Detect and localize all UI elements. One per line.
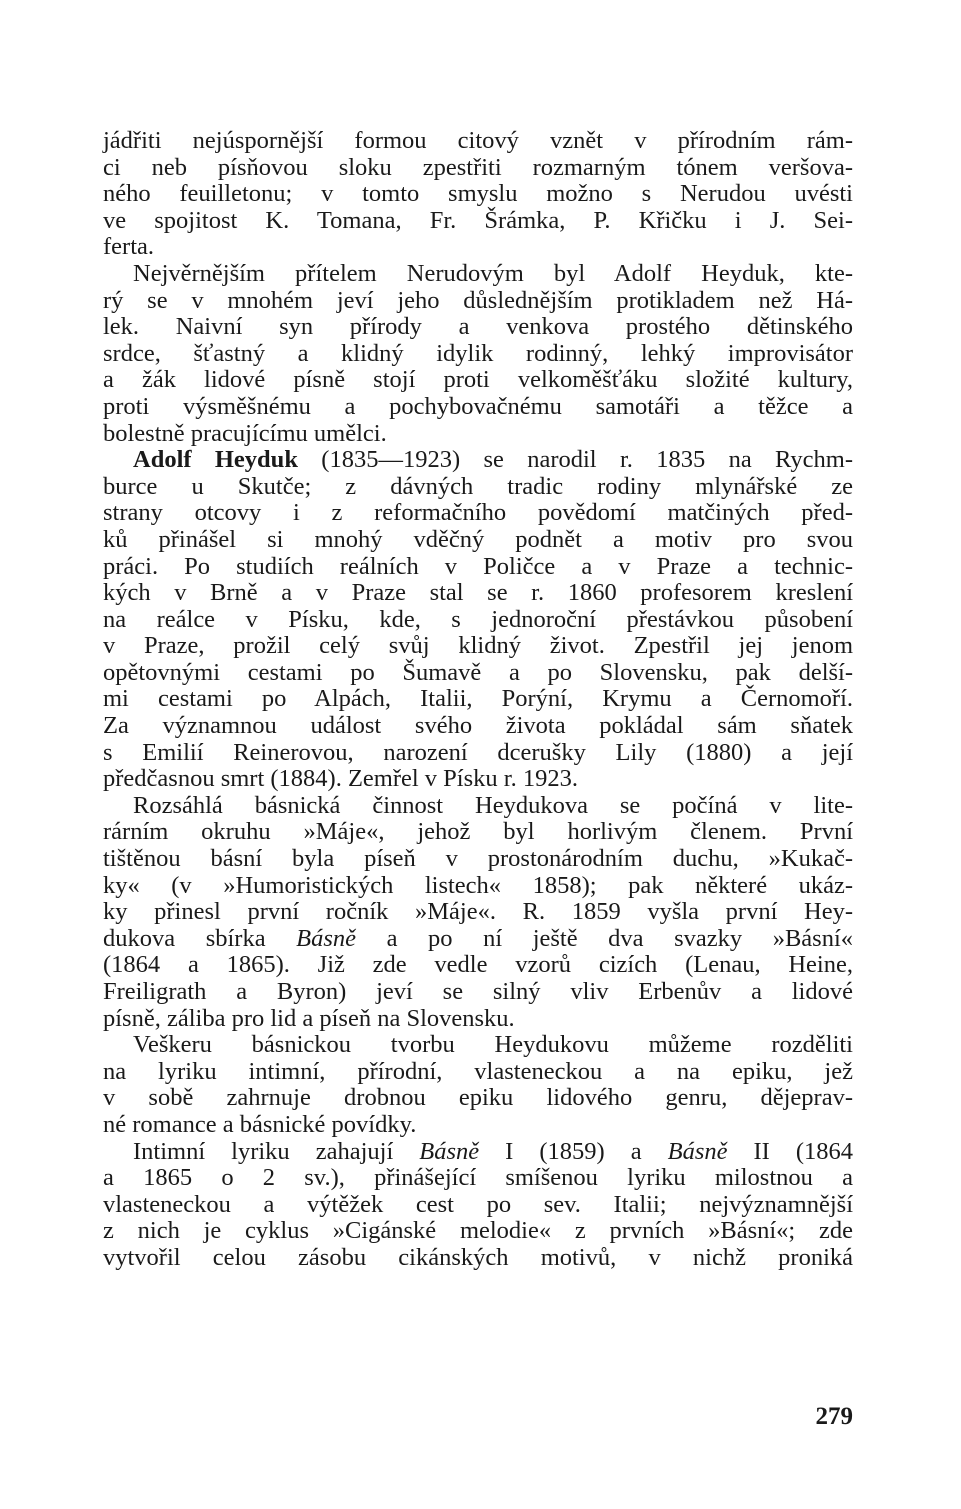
text-line bbox=[103, 155, 853, 182]
line-text: ky přinesl první ročník »Máje«. R. 1859 vyšla první Hey- bbox=[103, 898, 853, 926]
line-text: Freiligrath a Byron) jeví se silný vliv Erbenův a lidové bbox=[103, 978, 853, 1005]
text-line bbox=[103, 181, 853, 208]
line-text: rý se v mnohém jeví jeho důslednějším protikladem než Há- bbox=[103, 286, 853, 314]
text-line bbox=[103, 740, 853, 767]
line-text: ve spojitost K. Tomana, Fr. Šrámka, P. Křičku i J. Sei- bbox=[103, 206, 853, 234]
text-line bbox=[103, 873, 853, 900]
text-line bbox=[103, 447, 853, 474]
line-text: z nich je cyklus »Cigánské melodie« z prvních »Básní«; zde bbox=[103, 1217, 853, 1245]
text-line bbox=[103, 1245, 853, 1272]
line-text: (1864 a 1865). Již zde vedle vzorů cizích (Lenau, Heine, bbox=[103, 951, 853, 979]
text-line bbox=[103, 1032, 853, 1059]
line-text: vlasteneckou a výtěžek cest po sev. Italii; nejvýznamnější bbox=[103, 1190, 853, 1218]
page-number: 279 bbox=[815, 1403, 853, 1430]
line-text: bolestně pracujícímu umělci. bbox=[103, 419, 387, 447]
text-line bbox=[103, 1165, 853, 1192]
italic-title: Básně bbox=[296, 924, 357, 952]
line-text: a žák lidové písně stojí proti velkoměšťáku složité kultury, bbox=[103, 366, 853, 394]
text-line bbox=[103, 660, 853, 687]
text-line bbox=[103, 421, 853, 448]
line-text: (1835—1923) se narodil r. 1835 na Rychm- bbox=[297, 446, 854, 474]
line-text: lek. Naivní syn přírody a venkova prostého dětinského bbox=[103, 313, 853, 341]
text-line bbox=[103, 793, 853, 820]
text-line bbox=[103, 713, 853, 740]
text-line bbox=[103, 261, 853, 288]
text-line bbox=[103, 1218, 853, 1245]
text-line bbox=[103, 580, 853, 607]
line-text: né romance a básnické povídky. bbox=[103, 1110, 417, 1138]
line-text: opětovnými cestami po Šumavě a po Slovensku, pak delší- bbox=[103, 658, 853, 686]
text-line bbox=[103, 1006, 853, 1033]
text-line bbox=[103, 607, 853, 634]
line-text: I (1859) a bbox=[479, 1137, 668, 1165]
line-text: dukova sbírka bbox=[103, 924, 297, 952]
text-line bbox=[103, 128, 853, 155]
line-text: a po ní ještě dva svazky »Básní« bbox=[356, 924, 854, 952]
text-line bbox=[103, 341, 853, 368]
text-line bbox=[103, 394, 853, 421]
text-line bbox=[103, 1139, 853, 1166]
line-text: práci. Po studiích reálních v Poličce a v Praze a technic- bbox=[103, 552, 853, 580]
line-text: srdce, šťastný a klidný idylik rodinný, lehký improvisátor bbox=[103, 339, 853, 367]
text-line bbox=[103, 314, 853, 341]
line-text: burce u Skutče; z dávných tradic rodiny mlynářské ze bbox=[103, 472, 853, 500]
text-line bbox=[103, 979, 853, 1006]
text-line bbox=[103, 952, 853, 979]
text-line bbox=[103, 527, 853, 554]
text-line bbox=[103, 1059, 853, 1086]
line-text: strany otcovy i z reformačního povědomí matčiných před- bbox=[103, 499, 853, 527]
text-line bbox=[103, 899, 853, 926]
line-text: ků přinášel si mnohý vděčný podnět a motiv pro svou bbox=[103, 525, 853, 553]
text-line bbox=[103, 926, 853, 953]
text-line bbox=[103, 367, 853, 394]
text-line bbox=[103, 208, 853, 235]
line-text: Intimní lyriku zahajují bbox=[133, 1137, 420, 1165]
italic-title: Básně bbox=[667, 1137, 728, 1165]
line-text: ci neb písňovou sloku zpestřiti rozmarným tónem veršova- bbox=[103, 153, 853, 181]
line-text: Nejvěrnějším přítelem Nerudovým byl Adolf Heyduk, kte- bbox=[133, 259, 853, 287]
text-line bbox=[103, 819, 853, 846]
line-text: mi cestami po Alpách, Italii, Porýní, Krymu a Černomoří. bbox=[103, 685, 853, 713]
text-line bbox=[103, 288, 853, 315]
italic-title: Básně bbox=[419, 1137, 480, 1165]
text-line bbox=[103, 846, 853, 873]
line-text: jádřiti nejúspornější formou citový vznět v přírodním rám- bbox=[103, 127, 853, 154]
line-text: ferta. bbox=[103, 233, 154, 261]
line-text: ky« (v »Humoristických listech« 1858); pak některé ukáz- bbox=[103, 871, 853, 899]
line-text: Rozsáhlá básnická činnost Heydukova se počíná v lite- bbox=[133, 791, 853, 819]
text-line bbox=[103, 554, 853, 581]
line-text: tištěnou básní byla píseň v prostonárodním duchu, »Kukač- bbox=[103, 845, 853, 873]
bold-name: Adolf Heyduk bbox=[133, 446, 298, 474]
text-line bbox=[103, 474, 853, 501]
text-line bbox=[103, 1192, 853, 1219]
line-text: písně, záliba pro lid a píseň na Slovensku. bbox=[103, 1004, 515, 1032]
line-text: v Praze, prožil celý svůj klidný život. Zpestřil jej jenom bbox=[103, 632, 853, 660]
line-text: Veškeru básnickou tvorbu Heydukovu můžeme rozděliti bbox=[133, 1031, 853, 1059]
line-text: rárním okruhu »Máje«, jehož byl horlivým členem. První bbox=[103, 818, 853, 846]
text-line bbox=[103, 234, 853, 261]
line-text: v sobě zahrnuje drobnou epiku lidového genru, dějeprav- bbox=[103, 1084, 853, 1112]
text-line bbox=[103, 500, 853, 527]
text-line bbox=[103, 633, 853, 660]
text-line bbox=[103, 1112, 853, 1139]
line-text: II (1864 bbox=[727, 1137, 854, 1165]
line-text: na reálce v Písku, kde, s jednoroční přestávkou působení bbox=[103, 605, 853, 633]
line-text: proti výsměšnému a pochybovačnému samotáři a těžce a bbox=[103, 392, 853, 420]
line-text: vytvořil celou zásobu cikánských motivů, v nichž proniká bbox=[103, 1243, 853, 1271]
text-line bbox=[103, 686, 853, 713]
line-text: ného feuilletonu; v tomto smyslu možno s Nerudou uvésti bbox=[103, 180, 853, 208]
text-line bbox=[103, 1085, 853, 1112]
body-text bbox=[103, 128, 853, 1272]
line-text: kých v Brně a v Praze stal se r. 1860 profesorem kreslení bbox=[103, 579, 853, 607]
line-text: Za významnou událost svého života pokládal sám sňatek bbox=[103, 712, 853, 740]
line-text: a 1865 o 2 sv.), přinášející smíšenou lyriku milostnou a bbox=[103, 1164, 853, 1192]
line-text: na lyriku intimní, přírodní, vlasteneckou a na epiku, jež bbox=[103, 1057, 853, 1085]
text-line bbox=[103, 766, 853, 793]
line-text: předčasnou smrt (1884). Zemřel v Písku r. 1923. bbox=[103, 765, 578, 793]
line-text: s Emilií Reinerovou, narození dcerušky Lily (1880) a její bbox=[103, 738, 853, 766]
